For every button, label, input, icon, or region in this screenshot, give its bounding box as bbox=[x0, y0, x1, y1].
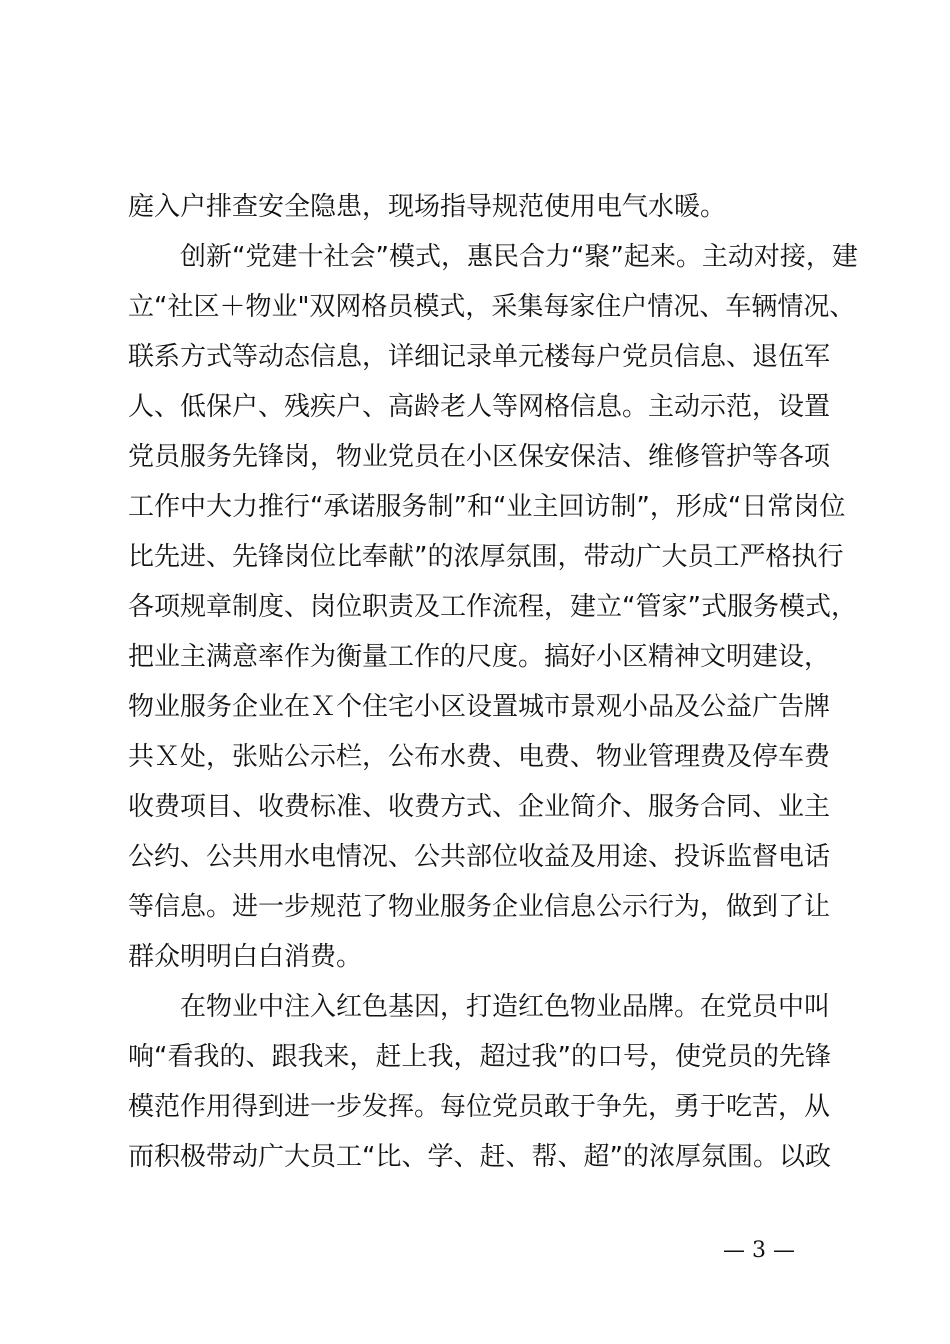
text-line: 联系方式等动态信息，详细记录单元楼每户党员信息、退伍军 bbox=[128, 342, 831, 372]
text-line: 各项规章制度、岗位职责及工作流程，建立“管家”式服务模式， bbox=[128, 592, 857, 622]
text-line: 把业主满意率作为衡量工作的尺度。搞好小区精神文明建设， bbox=[128, 642, 831, 672]
text-line: 等信息。进一步规范了物业服务企业信息公示行为，做到了让 bbox=[128, 892, 831, 922]
text-line: 物业服务企业在Ｘ个住宅小区设置城市景观小品及公益广告牌 bbox=[128, 692, 831, 722]
text-line: 人、低保户、残疾户、高龄老人等网格信息。主动示范，设置 bbox=[128, 392, 831, 422]
paragraph-start-line: 在物业中注入红色基因，打造红色物业品牌。在党员中叫 bbox=[180, 992, 831, 1022]
text-line: 庭入户排查安全隐患，现场指导规范使用电气水暖。 bbox=[128, 192, 727, 222]
body-text bbox=[128, 182, 858, 1182]
text-line: 而积极带动广大员工“比、学、赶、帮、超”的浓厚氛围。以政 bbox=[128, 1142, 831, 1172]
text-line: 群众明明白白消费。 bbox=[128, 942, 363, 972]
text-line: 收费项目、收费标准、收费方式、企业简介、服务合同、业主 bbox=[128, 792, 831, 822]
text-line: 响“看我的、跟我来，赶上我，超过我”的口号，使党员的先锋 bbox=[128, 1042, 831, 1072]
text-line: 立“社区＋物业"双网格员模式，采集每家住户情况、车辆情况、 bbox=[128, 292, 856, 322]
text-line: 公约、公共用水电情况、公共部位收益及用途、投诉监督电话 bbox=[128, 842, 831, 872]
text-line: 比先进、先锋岗位比奉献”的浓厚氛围，带动广大员工严格执行 bbox=[128, 542, 844, 572]
text-line: 共Ｘ处，张贴公示栏，公布水费、电费、物业管理费及停车费 bbox=[128, 742, 831, 772]
text-line: 模范作用得到进一步发挥。每位党员敢于争先，勇于吃苦，从 bbox=[128, 1092, 831, 1122]
text-line: 工作中大力推行“承诺服务制”和“业主回访制”，形成“日常岗位 bbox=[128, 492, 846, 522]
page-number: — 3 — bbox=[723, 1238, 795, 1263]
paragraph-start-line: 创新“党建十社会”模式，惠民合力“聚”起来。主动对接，建 bbox=[180, 242, 858, 272]
text-line: 党员服务先锋岗，物业党员在小区保安保洁、维修管护等各项 bbox=[128, 442, 831, 472]
